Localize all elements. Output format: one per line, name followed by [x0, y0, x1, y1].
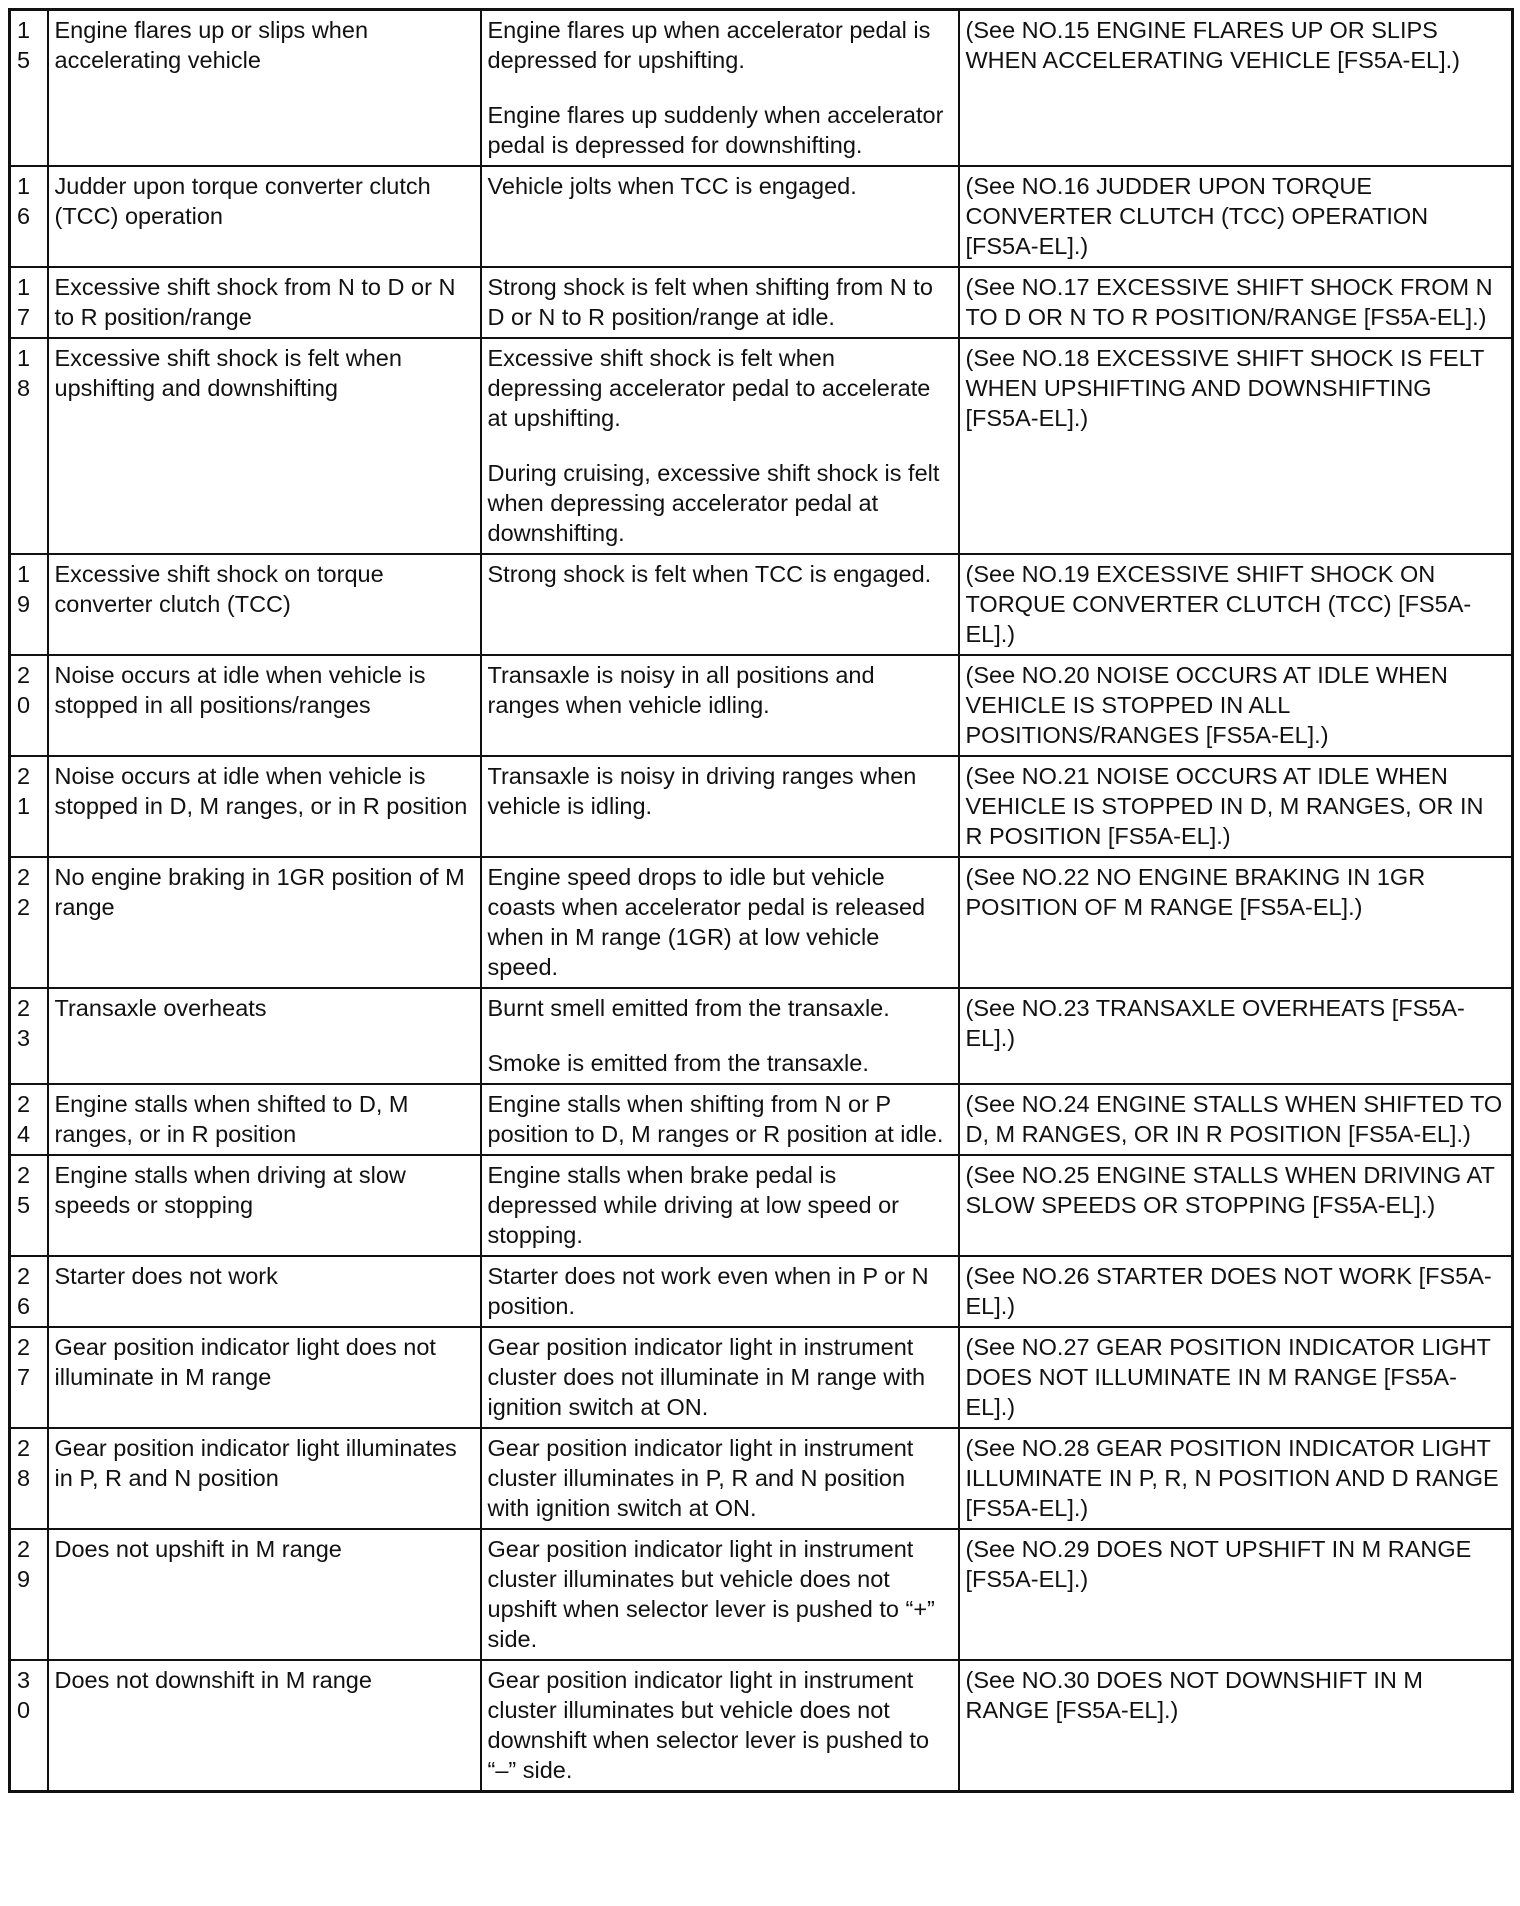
table-row	[10, 1660, 1513, 1792]
reference-link[interactable]: (See NO.19 EXCESSIVE SHIFT SHOCK ON TORQUE CONVERTER CLUTCH (TCC) [FS5A-EL].)	[965, 561, 1472, 647]
reference-cell	[959, 267, 1513, 338]
symptom-text: Noise occurs at idle when vehicle is stopped in D, M ranges, or in R position	[54, 763, 468, 819]
symptom-number: 29	[17, 1536, 31, 1592]
description-paragraph: Excessive shift shock is felt when depressing accelerator pedal to accelerate at upshifting.	[487, 345, 931, 431]
table-row	[10, 1155, 1513, 1256]
symptom-number: 30	[17, 1667, 31, 1723]
description-paragraph: Smoke is emitted from the transaxle.	[487, 1050, 869, 1076]
symptom-number-cell	[10, 166, 48, 267]
symptom-number-cell	[10, 857, 48, 988]
reference-cell	[959, 1256, 1513, 1327]
reference-cell	[959, 756, 1513, 857]
description-cell	[481, 1256, 959, 1327]
table-row	[10, 756, 1513, 857]
table-row	[10, 166, 1513, 267]
symptom-number: 20	[17, 662, 31, 718]
reference-link[interactable]: (See NO.25 ENGINE STALLS WHEN DRIVING AT SLOW SPEEDS OR STOPPING [FS5A-EL].)	[965, 1162, 1495, 1218]
symptom-number: 26	[17, 1263, 31, 1319]
symptom-number: 23	[17, 995, 31, 1051]
table-row	[10, 1084, 1513, 1155]
reference-link[interactable]: (See NO.16 JUDDER UPON TORQUE CONVERTER CLUTCH (TCC) OPERATION [FS5A-EL].)	[965, 173, 1429, 259]
reference-link[interactable]: (See NO.20 NOISE OCCURS AT IDLE WHEN VEHICLE IS STOPPED IN ALL POSITIONS/RANGES [FS5A-EL].)	[965, 662, 1448, 748]
reference-cell	[959, 1428, 1513, 1529]
symptom-number: 28	[17, 1435, 31, 1491]
description-paragraph: Engine flares up suddenly when accelerator pedal is depressed for downshifting.	[487, 102, 944, 158]
symptom-text: Engine flares up or slips when accelerating vehicle	[54, 17, 369, 73]
reference-link[interactable]: (See NO.22 NO ENGINE BRAKING IN 1GR POSITION OF M RANGE [FS5A-EL].)	[965, 864, 1426, 920]
table-row	[10, 1529, 1513, 1660]
symptom-number-cell	[10, 988, 48, 1084]
symptom-cell	[48, 1256, 481, 1327]
symptom-number-cell	[10, 1428, 48, 1529]
description-paragraph: Engine stalls when shifting from N or P position to D, M ranges or R position at idle.	[487, 1091, 944, 1147]
symptom-text: Engine stalls when driving at slow speeds or stopping	[54, 1162, 406, 1218]
symptom-number: 18	[17, 345, 31, 401]
description-cell	[481, 1084, 959, 1155]
description-cell	[481, 1327, 959, 1428]
symptom-text: Noise occurs at idle when vehicle is stopped in all positions/ranges	[54, 662, 426, 718]
symptom-cell	[48, 1660, 481, 1792]
description-paragraph: Engine flares up when accelerator pedal is depressed for upshifting.	[487, 17, 931, 73]
table-row	[10, 1428, 1513, 1529]
description-cell	[481, 1428, 959, 1529]
symptom-number: 21	[17, 763, 31, 819]
symptom-number-cell	[10, 1529, 48, 1660]
description-paragraph: Transaxle is noisy in all positions and ranges when vehicle idling.	[487, 662, 875, 718]
description-cell	[481, 1155, 959, 1256]
table-row	[10, 857, 1513, 988]
symptom-cell	[48, 1327, 481, 1428]
table-row	[10, 338, 1513, 554]
description-paragraph: Engine stalls when brake pedal is depressed while driving at low speed or stopping.	[487, 1162, 899, 1248]
reference-link[interactable]: (See NO.26 STARTER DOES NOT WORK [FS5A-EL].)	[965, 1263, 1492, 1319]
reference-cell	[959, 554, 1513, 655]
description-paragraph: Gear position indicator light in instrument cluster illuminates but vehicle does not downshift when selector lever is pushed to “–” side.	[487, 1667, 930, 1783]
symptom-text: Gear position indicator light does not illuminate in M range	[54, 1334, 436, 1390]
table-row	[10, 554, 1513, 655]
table-body	[10, 10, 1513, 1792]
description-cell	[481, 554, 959, 655]
description-cell	[481, 10, 959, 167]
symptom-number-cell	[10, 756, 48, 857]
description-cell	[481, 1529, 959, 1660]
symptom-cell	[48, 10, 481, 167]
symptom-number: 25	[17, 1162, 31, 1218]
symptom-number-cell	[10, 554, 48, 655]
reference-cell	[959, 10, 1513, 167]
description-cell	[481, 655, 959, 756]
reference-link[interactable]: (See NO.24 ENGINE STALLS WHEN SHIFTED TO D, M RANGES, OR IN R POSITION [FS5A-EL].)	[965, 1091, 1503, 1147]
description-paragraph: Vehicle jolts when TCC is engaged.	[487, 173, 857, 199]
symptom-number-cell	[10, 1327, 48, 1428]
description-paragraph: Burnt smell emitted from the transaxle.	[487, 995, 890, 1021]
reference-cell	[959, 1529, 1513, 1660]
symptom-number-cell	[10, 10, 48, 167]
table-row	[10, 10, 1513, 167]
symptom-text: Does not downshift in M range	[54, 1667, 372, 1693]
reference-link[interactable]: (See NO.17 EXCESSIVE SHIFT SHOCK FROM N TO D OR N TO R POSITION/RANGE [FS5A-EL].)	[965, 274, 1493, 330]
symptom-number-cell	[10, 1256, 48, 1327]
reference-cell	[959, 1155, 1513, 1256]
symptom-cell	[48, 1529, 481, 1660]
reference-cell	[959, 857, 1513, 988]
symptom-text: Excessive shift shock on torque converter clutch (TCC)	[54, 561, 384, 617]
symptom-text: Engine stalls when shifted to D, M ranges, or in R position	[54, 1091, 409, 1147]
description-cell	[481, 338, 959, 554]
symptom-text: Gear position indicator light illuminates in P, R and N position	[54, 1435, 457, 1491]
reference-link[interactable]: (See NO.23 TRANSAXLE OVERHEATS [FS5A-EL].)	[965, 995, 1465, 1051]
table-row	[10, 988, 1513, 1084]
symptom-text: No engine braking in 1GR position of M range	[54, 864, 465, 920]
description-paragraph: Engine speed drops to idle but vehicle coasts when accelerator pedal is released when in M range (1GR) at low vehicle speed.	[487, 864, 926, 980]
description-cell	[481, 988, 959, 1084]
reference-link[interactable]: (See NO.29 DOES NOT UPSHIFT IN M RANGE [FS5A-EL].)	[965, 1536, 1472, 1592]
symptom-cell	[48, 988, 481, 1084]
table-row	[10, 1256, 1513, 1327]
description-paragraph: Strong shock is felt when shifting from N to D or N to R position/range at idle.	[487, 274, 933, 330]
symptom-number-cell	[10, 1155, 48, 1256]
symptom-cell	[48, 857, 481, 988]
reference-cell	[959, 988, 1513, 1084]
reference-link[interactable]: (See NO.27 GEAR POSITION INDICATOR LIGHT DOES NOT ILLUMINATE IN M RANGE [FS5A-EL].)	[965, 1334, 1491, 1420]
symptom-cell	[48, 1084, 481, 1155]
description-paragraph: Strong shock is felt when TCC is engaged.	[487, 561, 932, 587]
symptom-cell	[48, 338, 481, 554]
description-cell	[481, 857, 959, 988]
description-paragraph: Gear position indicator light in instrument cluster illuminates but vehicle does not upshift when selector lever is pushed to “+” side.	[487, 1536, 935, 1652]
symptom-troubleshooting-table	[8, 8, 1514, 1793]
reference-cell	[959, 166, 1513, 267]
table-row	[10, 655, 1513, 756]
symptom-text: Excessive shift shock is felt when upshifting and downshifting	[54, 345, 402, 401]
description-cell	[481, 756, 959, 857]
reference-link[interactable]: (See NO.21 NOISE OCCURS AT IDLE WHEN VEHICLE IS STOPPED IN D, M RANGES, OR IN R POSITION [FS5A-EL].)	[965, 763, 1484, 849]
reference-cell	[959, 1327, 1513, 1428]
symptom-cell	[48, 166, 481, 267]
description-paragraph: During cruising, excessive shift shock is felt when depressing accelerator pedal at downshifting.	[487, 460, 940, 546]
reference-cell	[959, 1660, 1513, 1792]
table-row	[10, 1327, 1513, 1428]
description-paragraph: Gear position indicator light in instrument cluster does not illuminate in M range with ignition switch at ON.	[487, 1334, 926, 1420]
description-paragraph: Starter does not work even when in P or N position.	[487, 1263, 929, 1319]
description-cell	[481, 267, 959, 338]
symptom-number: 22	[17, 864, 31, 920]
reference-link[interactable]: (See NO.15 ENGINE FLARES UP OR SLIPS WHEN ACCELERATING VEHICLE [FS5A-EL].)	[965, 17, 1460, 73]
symptom-number: 27	[17, 1334, 31, 1390]
symptom-cell	[48, 756, 481, 857]
symptom-text: Does not upshift in M range	[54, 1536, 342, 1562]
description-paragraph: Gear position indicator light in instrument cluster illuminates in P, R and N position with ignition switch at ON.	[487, 1435, 914, 1521]
troubleshooting-page	[8, 8, 1511, 1793]
symptom-number: 15	[17, 17, 31, 73]
symptom-number-cell	[10, 1660, 48, 1792]
reference-cell	[959, 1084, 1513, 1155]
symptom-cell	[48, 554, 481, 655]
symptom-number: 19	[17, 561, 31, 617]
reference-link[interactable]: (See NO.18 EXCESSIVE SHIFT SHOCK IS FELT WHEN UPSHIFTING AND DOWNSHIFTING [FS5A-EL].)	[965, 345, 1484, 431]
symptom-number: 17	[17, 274, 31, 330]
symptom-cell	[48, 267, 481, 338]
description-cell	[481, 1660, 959, 1792]
reference-link[interactable]: (See NO.30 DOES NOT DOWNSHIFT IN M RANGE [FS5A-EL].)	[965, 1667, 1423, 1723]
reference-link[interactable]: (See NO.28 GEAR POSITION INDICATOR LIGHT ILLUMINATE IN P, R, N POSITION AND D RANGE [FS5A-EL].)	[965, 1435, 1499, 1521]
table-row	[10, 267, 1513, 338]
symptom-number-cell	[10, 267, 48, 338]
symptom-cell	[48, 1155, 481, 1256]
description-paragraph: Transaxle is noisy in driving ranges when vehicle is idling.	[487, 763, 917, 819]
reference-cell	[959, 338, 1513, 554]
symptom-text: Excessive shift shock from N to D or N to R position/range	[54, 274, 456, 330]
symptom-text: Judder upon torque converter clutch (TCC) operation	[54, 173, 431, 229]
symptom-number: 24	[17, 1091, 31, 1147]
description-cell	[481, 166, 959, 267]
symptom-number: 16	[17, 173, 31, 229]
symptom-cell	[48, 655, 481, 756]
symptom-text: Starter does not work	[54, 1263, 278, 1289]
symptom-number-cell	[10, 1084, 48, 1155]
symptom-number-cell	[10, 655, 48, 756]
symptom-number-cell	[10, 338, 48, 554]
symptom-cell	[48, 1428, 481, 1529]
symptom-text: Transaxle overheats	[54, 995, 267, 1021]
reference-cell	[959, 655, 1513, 756]
